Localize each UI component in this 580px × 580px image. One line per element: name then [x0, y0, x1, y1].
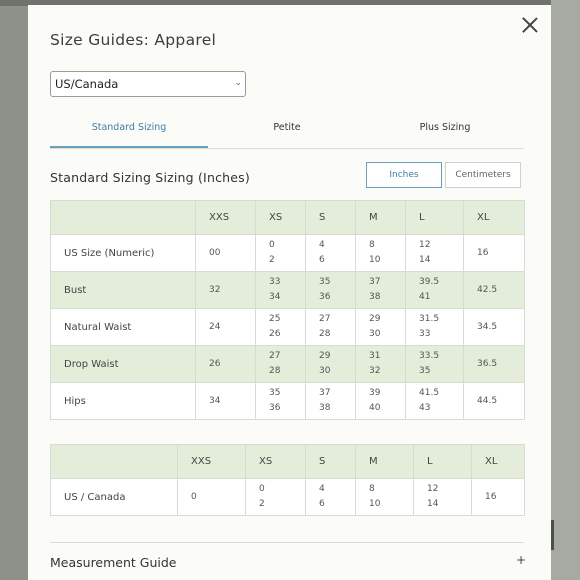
row-label: Drop Waist	[51, 346, 196, 383]
cell-value: 12	[419, 240, 431, 250]
table-cell	[406, 235, 464, 272]
cell-value: 8	[369, 240, 375, 250]
table-cell	[472, 479, 525, 516]
cell-value: 40	[369, 403, 381, 413]
cell-value: 35	[419, 366, 431, 376]
cell-value: 42.5	[477, 284, 498, 295]
table-cell	[356, 479, 414, 516]
cell-value: 16	[477, 247, 489, 258]
table-row	[51, 346, 525, 383]
table-cell	[196, 272, 256, 309]
table-cell	[256, 235, 306, 272]
table-cell	[256, 346, 306, 383]
table-cell	[246, 479, 306, 516]
expand-plus-icon[interactable]: +	[516, 553, 527, 567]
cell-value: 27	[269, 351, 281, 361]
page-backdrop-right	[551, 0, 580, 580]
cell-value: 31	[369, 351, 381, 361]
table-row	[51, 272, 525, 309]
cell-value: 33	[269, 277, 281, 287]
cell-value: 30	[319, 366, 331, 376]
cell-value: 6	[319, 255, 325, 265]
cell-value: 31.5	[419, 314, 440, 324]
table-header: S	[306, 201, 356, 235]
table-cell	[356, 346, 406, 383]
chevron-down-icon: ⌄	[234, 78, 242, 88]
table-cell	[256, 383, 306, 420]
table-row	[51, 309, 525, 346]
row-label: US Size (Numeric)	[51, 235, 196, 272]
cell-value: 44.5	[477, 395, 498, 406]
table-header	[51, 445, 178, 479]
row-label: Hips	[51, 383, 196, 420]
inches-button[interactable]: Inches	[366, 162, 442, 188]
table-cell	[196, 346, 256, 383]
cell-value: 4	[319, 240, 325, 250]
table-cell	[356, 309, 406, 346]
cell-value: 2	[269, 255, 275, 265]
cell-value: 32	[369, 366, 381, 376]
cell-value: 12	[427, 484, 439, 494]
centimeters-button[interactable]: Centimeters	[445, 162, 521, 188]
table-cell	[406, 346, 464, 383]
table-cell	[306, 272, 356, 309]
cell-value: 29	[319, 351, 331, 361]
cell-value: 39	[369, 388, 381, 398]
row-label: Bust	[51, 272, 196, 309]
table-header: M	[356, 445, 414, 479]
size-conversion-table	[50, 444, 525, 516]
table-header: L	[414, 445, 472, 479]
table-cell	[464, 272, 525, 309]
cell-value: 26	[209, 358, 221, 369]
table-cell	[306, 479, 356, 516]
table-cell	[306, 235, 356, 272]
table-cell	[406, 272, 464, 309]
cell-value: 6	[319, 499, 325, 509]
table-cell	[196, 309, 256, 346]
table-header: XS	[246, 445, 306, 479]
cell-value: 2	[259, 499, 265, 509]
table-header: XXS	[178, 445, 246, 479]
cell-value: 28	[269, 366, 281, 376]
cell-value: 24	[209, 321, 221, 332]
table-cell	[356, 272, 406, 309]
cell-value: 35	[319, 277, 331, 287]
size-guide-modal	[28, 5, 551, 580]
cell-value: 10	[369, 499, 381, 509]
cell-value: 14	[427, 499, 439, 509]
tab-petite[interactable]: Petite	[273, 122, 301, 133]
cell-value: 36	[269, 403, 281, 413]
measurement-guide-title: Measurement Guide	[50, 555, 177, 570]
table-cell	[356, 383, 406, 420]
table-cell	[464, 235, 525, 272]
section-title: Standard Sizing Sizing (Inches)	[50, 170, 250, 185]
cell-value: 26	[269, 329, 281, 339]
table-header: XS	[256, 201, 306, 235]
tab-standard-sizing[interactable]: Standard Sizing	[50, 118, 208, 148]
modal-title: Size Guides: Apparel	[50, 31, 217, 49]
table-cell	[306, 346, 356, 383]
cell-value: 37	[369, 277, 381, 287]
table-header: XL	[472, 445, 525, 479]
table-cell	[256, 309, 306, 346]
table-row	[51, 479, 525, 516]
cell-value: 37	[319, 388, 331, 398]
cell-value: 34.5	[477, 321, 498, 332]
tab-plus-sizing[interactable]: Plus Sizing	[419, 122, 471, 133]
size-chart-table	[50, 200, 525, 420]
table-cell	[178, 479, 246, 516]
table-header: S	[306, 445, 356, 479]
table-header: M	[356, 201, 406, 235]
cell-value: 38	[369, 292, 381, 302]
table-cell	[406, 309, 464, 346]
table-cell	[464, 383, 525, 420]
table-header	[51, 201, 196, 235]
cell-value: 38	[319, 403, 331, 413]
cell-value: 16	[485, 491, 497, 502]
cell-value: 39.5	[419, 277, 440, 287]
cell-value: 36	[319, 292, 331, 302]
cell-value: 4	[319, 484, 325, 494]
cell-value: 30	[369, 329, 381, 339]
cell-value: 10	[369, 255, 381, 265]
cell-value: 8	[369, 484, 375, 494]
cell-value: 27	[319, 314, 331, 324]
table-header: XXS	[196, 201, 256, 235]
table-cell	[464, 309, 525, 346]
cell-value: 33	[419, 329, 431, 339]
cell-value: 0	[191, 491, 197, 502]
table-header-row	[51, 201, 525, 235]
table-row	[51, 383, 525, 420]
cell-value: 43	[419, 403, 431, 413]
cell-value: 34	[269, 292, 281, 302]
cell-value: 0	[269, 240, 275, 250]
cell-value: 41.5	[419, 388, 440, 398]
cell-value: 28	[319, 329, 331, 339]
row-label: Natural Waist	[51, 309, 196, 346]
table-cell	[356, 235, 406, 272]
close-icon[interactable]	[517, 13, 543, 39]
cell-value: 33.5	[419, 351, 440, 361]
cell-value: 36.5	[477, 358, 498, 369]
cell-value: 34	[209, 395, 221, 406]
region-select[interactable]	[50, 71, 246, 97]
row-label: US / Canada	[51, 479, 178, 516]
cell-value: 25	[269, 314, 281, 324]
cell-value: 35	[269, 388, 281, 398]
cell-value: 14	[419, 255, 431, 265]
table-header-row	[51, 445, 525, 479]
table-header: L	[406, 201, 464, 235]
table-cell	[306, 309, 356, 346]
table-cell	[414, 479, 472, 516]
region-select-value: US/Canada	[55, 77, 119, 91]
sizing-tabs	[50, 118, 524, 149]
cell-value: 29	[369, 314, 381, 324]
cell-value: 00	[209, 247, 221, 258]
table-cell	[406, 383, 464, 420]
cell-value: 41	[419, 292, 431, 302]
table-cell	[196, 235, 256, 272]
table-row	[51, 235, 525, 272]
table-header: XL	[464, 201, 525, 235]
divider	[50, 542, 524, 543]
table-cell	[464, 346, 525, 383]
table-cell	[256, 272, 306, 309]
cell-value: 0	[259, 484, 265, 494]
table-cell	[306, 383, 356, 420]
cell-value: 32	[209, 284, 221, 295]
table-cell	[196, 383, 256, 420]
